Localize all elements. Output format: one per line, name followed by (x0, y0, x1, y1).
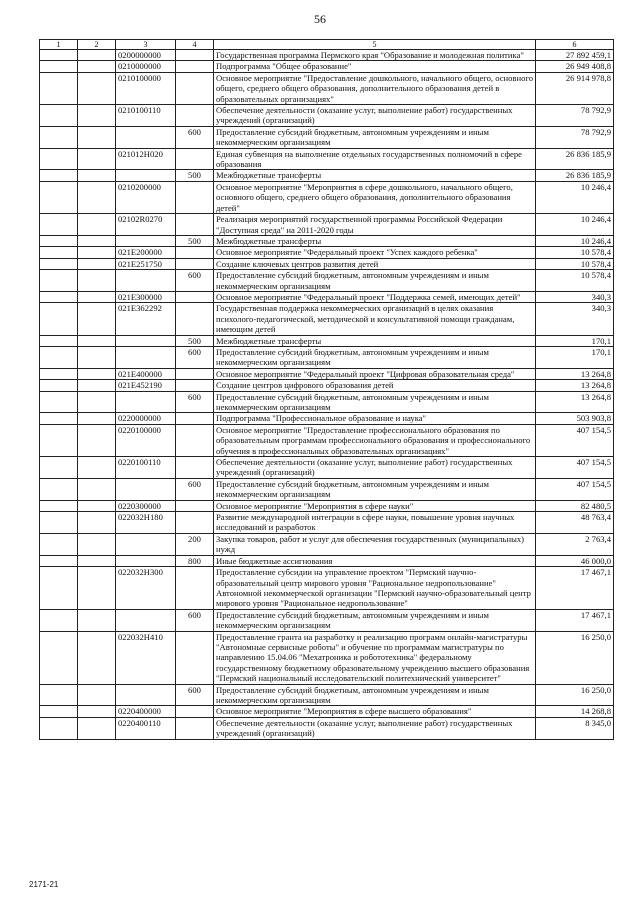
amount: 340,3 (536, 291, 614, 302)
item-name: Реализация мероприятий государственной программы Российской Федерации "Доступная среда" на 2011-2020 годы (214, 214, 536, 236)
expense-type-code (176, 214, 214, 236)
cell-col-1 (40, 555, 78, 566)
column-number: 5 (214, 40, 536, 50)
item-name: Основное мероприятие "Предоставление профессионального образования по образовательным программам профессионального образования и профессионального обучения в профессиональных образовательных организациях" (214, 424, 536, 456)
cell-col-2 (78, 391, 116, 413)
target-article-code: 022032Н410 (116, 631, 176, 684)
expense-type-code (176, 181, 214, 213)
cell-col-2 (78, 609, 116, 631)
table-row (40, 684, 614, 706)
table-row (40, 424, 614, 456)
target-article-code: 022032Н300 (116, 567, 176, 610)
target-article-code: 0220100000 (116, 424, 176, 456)
expense-type-code (176, 291, 214, 302)
item-name: Основное мероприятие "Федеральный проект "Цифровая образовательная среда" (214, 368, 536, 379)
cell-col-2 (78, 270, 116, 292)
target-article-code: 0210000000 (116, 61, 176, 72)
target-article-code: 0220400000 (116, 706, 176, 717)
target-article-code: 021Е200000 (116, 247, 176, 258)
cell-col-2 (78, 684, 116, 706)
table-row (40, 126, 614, 148)
cell-col-2 (78, 303, 116, 335)
table-row (40, 413, 614, 424)
item-name: Предоставление субсидии на управление проектом "Пермский научно-образовательный центр мирового уровня "Рациональное недропользование" Автономной некоммерческой организации "Пермский научно-образовательный центр мирового уровня "Рациональное недропользование" (214, 567, 536, 610)
item-name: Предоставление субсидий бюджетным, автономным учреждениям и иным некоммерческим организациям (214, 478, 536, 500)
table-row (40, 631, 614, 684)
amount: 27 892 459,1 (536, 50, 614, 61)
target-article-code (116, 533, 176, 555)
expense-type-code: 600 (176, 270, 214, 292)
cell-col-1 (40, 335, 78, 346)
cell-col-2 (78, 181, 116, 213)
table-row (40, 170, 614, 181)
cell-col-2 (78, 533, 116, 555)
amount: 14 268,8 (536, 706, 614, 717)
cell-col-1 (40, 706, 78, 717)
table-row (40, 346, 614, 368)
cell-col-1 (40, 235, 78, 246)
document-code: 2171-21 (29, 880, 59, 889)
target-article-code (116, 684, 176, 706)
table-row (40, 500, 614, 511)
table-row (40, 717, 614, 739)
expense-type-code (176, 368, 214, 379)
amount: 503 903,8 (536, 413, 614, 424)
table-row (40, 50, 614, 61)
cell-col-1 (40, 247, 78, 258)
item-name: Развитие международной интеграции в сфере науки, повышение уровня научных исследований и разработок (214, 512, 536, 534)
expense-type-code: 600 (176, 609, 214, 631)
expense-type-code: 600 (176, 126, 214, 148)
item-name: Предоставление субсидий бюджетным, автономным учреждениям и иным некоммерческим организациям (214, 346, 536, 368)
amount: 10 246,4 (536, 181, 614, 213)
table-row (40, 148, 614, 170)
target-article-code (116, 555, 176, 566)
column-number: 1 (40, 40, 78, 50)
table-row (40, 380, 614, 391)
target-article-code: 021Е300000 (116, 291, 176, 302)
cell-col-2 (78, 235, 116, 246)
expense-type-code (176, 706, 214, 717)
amount: 170,1 (536, 346, 614, 368)
cell-col-1 (40, 258, 78, 269)
expense-type-code (176, 424, 214, 456)
cell-col-2 (78, 291, 116, 302)
item-name: Основное мероприятие "Мероприятия в сфере науки" (214, 500, 536, 511)
cell-col-1 (40, 148, 78, 170)
amount: 10 578,4 (536, 270, 614, 292)
amount: 78 792,9 (536, 105, 614, 127)
cell-col-1 (40, 291, 78, 302)
cell-col-2 (78, 346, 116, 368)
cell-col-2 (78, 457, 116, 479)
amount: 2 763,4 (536, 533, 614, 555)
item-name: Государственная поддержка некоммерческих организаций в целях оказания психолого-педагогической, методической и консультативной помощи гражданам, имеющим детей (214, 303, 536, 335)
cell-col-2 (78, 258, 116, 269)
table-row (40, 247, 614, 258)
table-row (40, 258, 614, 269)
amount: 13 264,8 (536, 368, 614, 379)
expense-type-code (176, 413, 214, 424)
expense-type-code (176, 500, 214, 511)
cell-col-1 (40, 567, 78, 610)
item-name: Предоставление субсидий бюджетным, автономным учреждениям и иным некоммерческим организациям (214, 391, 536, 413)
item-name: Предоставление субсидий бюджетным, автономным учреждениям и иным некоммерческим организациям (214, 684, 536, 706)
cell-col-1 (40, 717, 78, 739)
table-row (40, 72, 614, 104)
target-article-code: 0210100110 (116, 105, 176, 127)
column-number: 4 (176, 40, 214, 50)
cell-col-2 (78, 424, 116, 456)
amount: 17 467,1 (536, 567, 614, 610)
cell-col-2 (78, 148, 116, 170)
expense-type-code (176, 50, 214, 61)
cell-col-1 (40, 533, 78, 555)
amount: 46 000,0 (536, 555, 614, 566)
cell-col-1 (40, 457, 78, 479)
amount: 16 250,0 (536, 631, 614, 684)
item-name: Подпрограмма "Общее образование" (214, 61, 536, 72)
amount: 26 914 978,8 (536, 72, 614, 104)
target-article-code (116, 235, 176, 246)
target-article-code: 022032Н180 (116, 512, 176, 534)
cell-col-2 (78, 61, 116, 72)
item-name: Единая субвенция на выполнение отдельных государственных полномочий в сфере образования (214, 148, 536, 170)
amount: 10 246,4 (536, 235, 614, 246)
amount: 407 154,5 (536, 424, 614, 456)
column-number: 6 (536, 40, 614, 50)
cell-col-1 (40, 631, 78, 684)
item-name: Предоставление гранта на разработку и реализацию программ онлайн-магистратуры "Автономные сервисные роботы" и обучение по программам магистратуры по направлению 15.04.06 "Мехатроника и робототехника" федеральному государственному бюджетному образовательному учреждению высшего образования "Пермский национальный исследовательский политехнический университет" (214, 631, 536, 684)
expense-type-code (176, 567, 214, 610)
target-article-code: 0210200000 (116, 181, 176, 213)
target-article-code (116, 346, 176, 368)
amount: 82 480,5 (536, 500, 614, 511)
amount: 10 578,4 (536, 247, 614, 258)
cell-col-2 (78, 368, 116, 379)
expense-type-code (176, 631, 214, 684)
expense-type-code: 500 (176, 335, 214, 346)
target-article-code: 0200000000 (116, 50, 176, 61)
table-row (40, 567, 614, 610)
cell-col-2 (78, 567, 116, 610)
item-name: Предоставление субсидий бюджетным, автономным учреждениям и иным некоммерческим организациям (214, 609, 536, 631)
item-name: Закупка товаров, работ и услуг для обеспечения государственных (муниципальных) нужд (214, 533, 536, 555)
item-name: Основное мероприятие "Предоставление дошкольного, начального общего, основного общего, среднего общего образования, дополнительного образования детей в образовательных организациях" (214, 72, 536, 104)
cell-col-2 (78, 512, 116, 534)
amount: 17 467,1 (536, 609, 614, 631)
table-row (40, 291, 614, 302)
item-name: Подпрограмма "Профессиональное образование и наука" (214, 413, 536, 424)
table-row (40, 61, 614, 72)
table-row (40, 457, 614, 479)
cell-col-2 (78, 105, 116, 127)
target-article-code: 0210100000 (116, 72, 176, 104)
amount: 407 154,5 (536, 457, 614, 479)
table-row (40, 512, 614, 534)
cell-col-1 (40, 126, 78, 148)
target-article-code: 0220000000 (116, 413, 176, 424)
table-row (40, 368, 614, 379)
target-article-code: 021Е251750 (116, 258, 176, 269)
table-row (40, 706, 614, 717)
expense-type-code: 600 (176, 478, 214, 500)
item-name: Государственная программа Пермского края "Образование и молодежная политика" (214, 50, 536, 61)
amount: 13 264,8 (536, 391, 614, 413)
expense-type-code (176, 105, 214, 127)
item-name: Межбюджетные трансферты (214, 235, 536, 246)
target-article-code (116, 391, 176, 413)
item-name: Основное мероприятие "Федеральный проект "Поддержка семей, имеющих детей" (214, 291, 536, 302)
expense-type-code: 600 (176, 684, 214, 706)
cell-col-1 (40, 512, 78, 534)
table-row (40, 105, 614, 127)
expense-type-code (176, 61, 214, 72)
cell-col-1 (40, 413, 78, 424)
expense-type-code: 600 (176, 391, 214, 413)
table-row (40, 609, 614, 631)
cell-col-1 (40, 684, 78, 706)
table-row (40, 391, 614, 413)
cell-col-1 (40, 61, 78, 72)
cell-col-2 (78, 72, 116, 104)
target-article-code: 0220400110 (116, 717, 176, 739)
expense-type-code (176, 247, 214, 258)
expense-type-code: 200 (176, 533, 214, 555)
target-article-code (116, 126, 176, 148)
target-article-code (116, 609, 176, 631)
cell-col-1 (40, 424, 78, 456)
item-name: Основное мероприятие "Мероприятия в сфере высшего образования" (214, 706, 536, 717)
cell-col-1 (40, 270, 78, 292)
target-article-code: 021Е400000 (116, 368, 176, 379)
cell-col-1 (40, 181, 78, 213)
item-name: Межбюджетные трансферты (214, 335, 536, 346)
target-article-code (116, 170, 176, 181)
table-row (40, 214, 614, 236)
expense-type-code (176, 303, 214, 335)
cell-col-2 (78, 717, 116, 739)
cell-col-1 (40, 214, 78, 236)
cell-col-1 (40, 380, 78, 391)
expense-type-code (176, 148, 214, 170)
table-row (40, 270, 614, 292)
cell-col-1 (40, 303, 78, 335)
cell-col-1 (40, 609, 78, 631)
expense-type-code: 500 (176, 235, 214, 246)
expense-type-code (176, 717, 214, 739)
cell-col-1 (40, 50, 78, 61)
target-article-code: 0220300000 (116, 500, 176, 511)
amount: 8 345,0 (536, 717, 614, 739)
cell-col-2 (78, 214, 116, 236)
amount: 48 763,4 (536, 512, 614, 534)
column-number: 2 (78, 40, 116, 50)
item-name: Основное мероприятие "Федеральный проект "Успех каждого ребенка" (214, 247, 536, 258)
amount: 170,1 (536, 335, 614, 346)
expense-type-code (176, 258, 214, 269)
cell-col-1 (40, 105, 78, 127)
item-name: Создание центров цифрового образования детей (214, 380, 536, 391)
item-name: Обеспечение деятельности (оказание услуг, выполнение работ) государственных учреждений (организаций) (214, 105, 536, 127)
table-row (40, 303, 614, 335)
column-number: 3 (116, 40, 176, 50)
cell-col-2 (78, 50, 116, 61)
amount: 13 264,8 (536, 380, 614, 391)
expense-type-code: 500 (176, 170, 214, 181)
target-article-code (116, 335, 176, 346)
item-name: Межбюджетные трансферты (214, 170, 536, 181)
cell-col-2 (78, 335, 116, 346)
cell-col-2 (78, 500, 116, 511)
table-row (40, 335, 614, 346)
cell-col-1 (40, 368, 78, 379)
cell-col-2 (78, 247, 116, 258)
table-row (40, 533, 614, 555)
cell-col-1 (40, 170, 78, 181)
target-article-code: 021Е362292 (116, 303, 176, 335)
budget-table (39, 39, 614, 740)
amount: 26 836 185,9 (536, 170, 614, 181)
expense-type-code (176, 457, 214, 479)
cell-col-2 (78, 631, 116, 684)
expense-type-code (176, 72, 214, 104)
cell-col-2 (78, 170, 116, 181)
table-row (40, 555, 614, 566)
cell-col-2 (78, 380, 116, 391)
cell-col-1 (40, 478, 78, 500)
cell-col-1 (40, 72, 78, 104)
amount: 78 792,9 (536, 126, 614, 148)
amount: 10 578,4 (536, 258, 614, 269)
item-name: Предоставление субсидий бюджетным, автономным учреждениям и иным некоммерческим организациям (214, 270, 536, 292)
table-row (40, 478, 614, 500)
page-number: 56 (314, 12, 326, 26)
table-row (40, 235, 614, 246)
amount: 16 250,0 (536, 684, 614, 706)
target-article-code (116, 478, 176, 500)
expense-type-code (176, 380, 214, 391)
cell-col-2 (78, 413, 116, 424)
cell-col-1 (40, 346, 78, 368)
item-name: Обеспечение деятельности (оказание услуг, выполнение работ) государственных учреждений (организаций) (214, 717, 536, 739)
item-name: Предоставление субсидий бюджетным, автономным учреждениям и иным некоммерческим организациям (214, 126, 536, 148)
target-article-code: 021Е452190 (116, 380, 176, 391)
item-name: Основное мероприятие "Мероприятия в сфере дошкольного, начального общего, основного общего, среднего общего образования, дополнительного образования детей" (214, 181, 536, 213)
amount: 26 949 408,8 (536, 61, 614, 72)
table-body (40, 40, 614, 740)
cell-col-2 (78, 126, 116, 148)
item-name: Обеспечение деятельности (оказание услуг, выполнение работ) государственных учреждений (организаций) (214, 457, 536, 479)
cell-col-1 (40, 500, 78, 511)
target-article-code: 021012Н020 (116, 148, 176, 170)
item-name: Создание ключевых центров развития детей (214, 258, 536, 269)
cell-col-2 (78, 706, 116, 717)
item-name: Иные бюджетные ассигнования (214, 555, 536, 566)
amount: 340,3 (536, 303, 614, 335)
column-number-row (40, 40, 614, 50)
target-article-code: 0220100110 (116, 457, 176, 479)
cell-col-1 (40, 391, 78, 413)
table-row (40, 181, 614, 213)
target-article-code (116, 270, 176, 292)
amount: 26 836 185,9 (536, 148, 614, 170)
amount: 407 154,5 (536, 478, 614, 500)
target-article-code: 02102R0270 (116, 214, 176, 236)
expense-type-code (176, 512, 214, 534)
expense-type-code: 800 (176, 555, 214, 566)
amount: 10 246,4 (536, 214, 614, 236)
cell-col-2 (78, 478, 116, 500)
cell-col-2 (78, 555, 116, 566)
expense-type-code: 600 (176, 346, 214, 368)
